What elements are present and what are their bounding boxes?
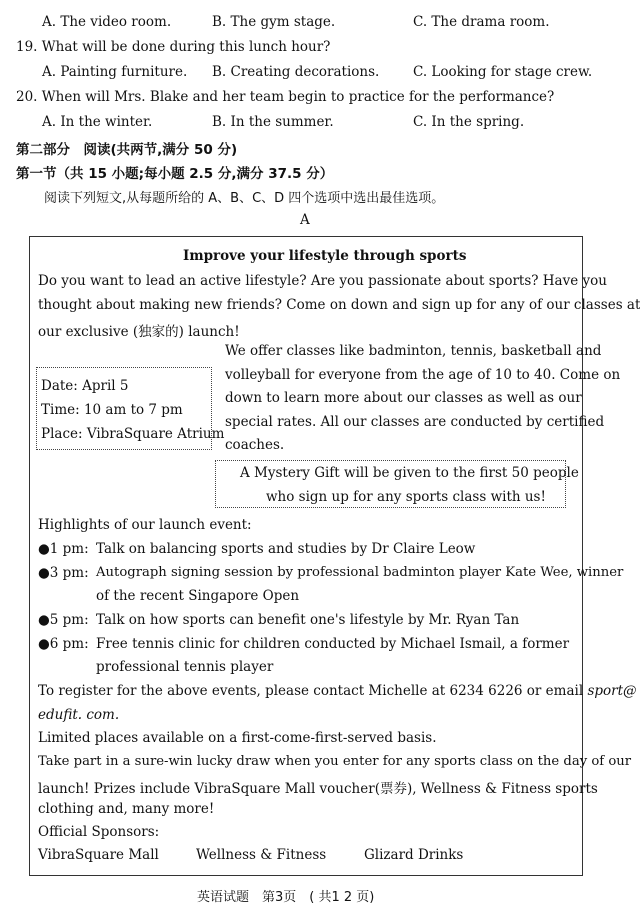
register-text: To register for the above events, please contact Michelle at 6234 6226 or email [38, 683, 584, 699]
highlight-4-time: ●6 pm: [38, 636, 89, 652]
highlight-2-text-cont: of the recent Singapore Open [96, 588, 300, 604]
highlight-4-text: Free tennis clinic for children conducted by Michael Ismail, a former [96, 636, 570, 652]
lucky-line-3: clothing and, many more! [38, 801, 215, 817]
passage-letter: A [300, 212, 310, 228]
gift-line-1: A Mystery Gift will be given to the first 50 people [240, 465, 579, 481]
lucky-line-2: launch! Prizes include VibraSquare Mall voucher(票券), Wellness & Fitness sports [38, 781, 598, 797]
highlight-1-time: ●1 pm: [38, 541, 89, 557]
q20-option-a: A. In the winter. [42, 114, 153, 130]
sponsor-3: Glizard Drinks [364, 847, 464, 863]
q18-option-c: C. The drama room. [413, 14, 550, 30]
page-footer: 英语试题 第3页 ( 共1 2 页) [197, 890, 375, 905]
register-line [38, 683, 637, 699]
q19-question: 19. What will be done during this lunch hour? [16, 39, 331, 55]
classes-line-3: down to learn more about our classes as well as our [225, 390, 582, 406]
classes-line-2: volleyball for everyone from the age of 10 to 40. Come on [225, 367, 621, 383]
section-two-heading: 第二部分 阅读(共两节,满分 50 分) [16, 142, 238, 158]
lucky-line-1: Take part in a sure-win lucky draw when you enter for any sports class on the day of our [38, 754, 632, 769]
q20-option-c: C. In the spring. [413, 114, 525, 130]
instruction-text: 阅读下列短文,从每题所给的 A、B、C、D 四个选项中选出最佳选项。 [44, 191, 445, 206]
limited-places: Limited places available on a first-come-first-served basis. [38, 730, 437, 746]
event-time: Time: 10 am to 7 pm [41, 402, 183, 418]
intro-line-3: our exclusive (独家的) launch! [38, 324, 240, 340]
sponsor-1: VibraSquare Mall [38, 847, 159, 863]
ad-title: Improve your lifestyle through sports [183, 248, 467, 264]
register-email-end: edufit. com. [38, 707, 120, 723]
q18-option-a: A. The video room. [42, 14, 172, 30]
highlight-2-time: ●3 pm: [38, 565, 89, 581]
highlights-heading: Highlights of our launch event: [38, 517, 252, 533]
classes-line-1: We offer classes like badminton, tennis, basketball and [225, 343, 602, 359]
intro-line-2: thought about making new friends? Come on down and sign up for any of our classes at [38, 297, 640, 313]
gift-line-2: who sign up for any sports class with us! [266, 489, 546, 505]
q20-question: 20. When will Mrs. Blake and her team begin to practice for the performance? [16, 89, 555, 105]
classes-line-4: special rates. All our classes are conducted by certified [225, 414, 605, 430]
sponsor-2: Wellness & Fitness [196, 847, 327, 863]
sponsors-heading: Official Sponsors: [38, 824, 160, 840]
q18-option-b: B. The gym stage. [212, 14, 336, 30]
register-email-start: sport@ [587, 683, 637, 699]
q19-option-a: A. Painting furniture. [42, 64, 188, 80]
highlight-4-text-cont: professional tennis player [96, 659, 274, 675]
highlight-1-text: Talk on balancing sports and studies by Dr Claire Leow [96, 541, 476, 557]
intro-line-1: Do you want to lead an active lifestyle? Are you passionate about sports? Have you [38, 273, 607, 289]
highlight-3-time: ●5 pm: [38, 612, 89, 628]
classes-line-5: coaches. [225, 437, 285, 453]
highlight-2-text: Autograph signing session by professional badminton player Kate Wee, winner [96, 565, 624, 580]
event-place: Place: VibraSquare Atrium [41, 426, 225, 442]
highlight-3-text: Talk on how sports can benefit one's lifestyle by Mr. Ryan Tan [96, 612, 520, 628]
q19-option-b: B. Creating decorations. [212, 64, 380, 80]
q19-option-c: C. Looking for stage crew. [413, 64, 593, 80]
event-date: Date: April 5 [41, 378, 129, 394]
q20-option-b: B. In the summer. [212, 114, 334, 130]
section-one-heading: 第一节（共 15 小题;每小题 2.5 分,满分 37.5 分） [16, 166, 334, 182]
